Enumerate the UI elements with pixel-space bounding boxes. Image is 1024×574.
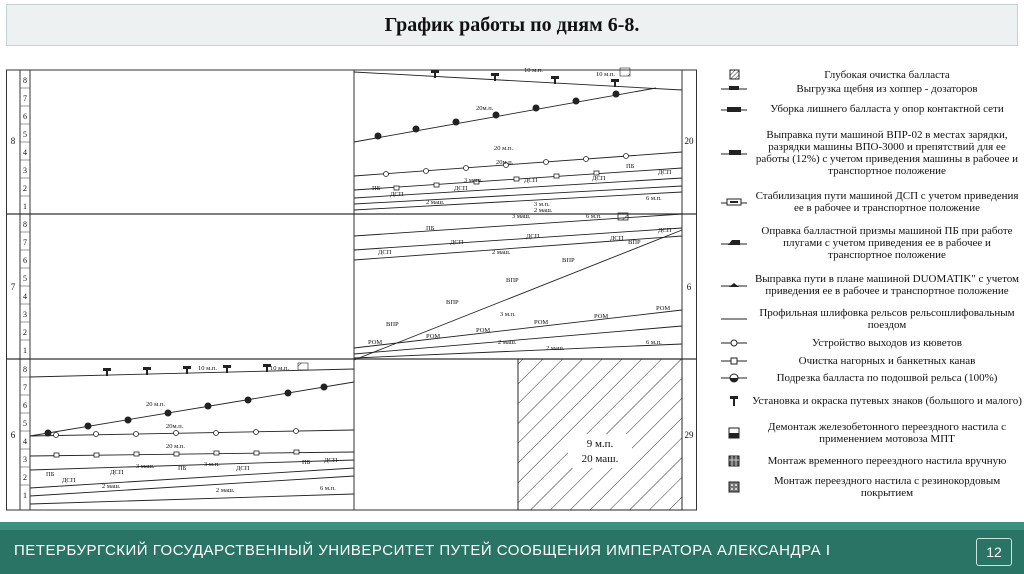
label-vpr: ВПР: [562, 257, 575, 264]
label-dsp: ДСП: [658, 169, 672, 176]
schedule-svg: [6, 64, 706, 514]
row-label: 6: [23, 256, 27, 265]
day-label-right: 6: [686, 282, 692, 292]
day-label-right: 20: [684, 136, 694, 146]
row-label: 2: [23, 184, 27, 193]
label-6mp: 6 м.п.: [646, 195, 662, 202]
label-pb: ПБ: [626, 163, 635, 170]
legend-item: Стабилизация пути машиной ДСП с учетом приведения ее в рабочее и транспортное положение: [716, 184, 1022, 220]
label-6mp: 6 м.п.: [320, 485, 336, 492]
label-10mp: 10 м.п.: [198, 365, 217, 372]
slide-title: График работы по дням 6-8.: [384, 13, 640, 36]
label-2sh: 2 маш.: [534, 207, 553, 214]
row-label: 4: [23, 292, 27, 301]
dots-square-icon: [719, 481, 749, 493]
legend-item: Подрезка балласта по подошвой рельса (100%): [716, 371, 1022, 385]
label-20mp: 20м.п.: [166, 423, 184, 430]
day-label-right: 29: [684, 430, 694, 440]
legend-item: Установка и окраска путевых знаков (большого и малого): [716, 388, 1022, 414]
row-label: 7: [23, 238, 27, 247]
legend-item: Монтаж временного переездного настила вручную: [716, 448, 1022, 474]
window-mp: 9 м.п.: [586, 438, 614, 450]
row-label: 8: [23, 76, 27, 85]
label-6mp: 6 м.п.: [646, 339, 662, 346]
label-6mp: 6 м.п.: [586, 213, 602, 220]
day-label-left: 7: [10, 282, 16, 292]
hopper-line-icon: [719, 83, 749, 95]
page-number: 12: [976, 538, 1012, 566]
bar-line-icon: [719, 103, 749, 115]
row-label: 4: [23, 437, 27, 446]
label-vpr: ВПР: [446, 299, 459, 306]
label-dsp: ДСП: [526, 233, 540, 240]
label-rom: РОМ: [426, 333, 441, 340]
legend-item: Демонтаж железобетонного переездного настила с применением мотовоза МПТ: [716, 420, 1022, 446]
row-label: 4: [23, 148, 27, 157]
legend: [716, 64, 1022, 510]
label-3mp: 3 м.п.: [534, 201, 550, 208]
label-2sh: 2 маш.: [216, 487, 235, 494]
university-name: ПЕТЕРБУРГСКИЙ ГОСУДАРСТВЕННЫЙ УНИВЕРСИТЕТ ПУТЕЙ СООБЩЕНИЯ ИМПЕРАТОРА АЛЕКСАНДРА I: [14, 542, 831, 559]
label-pb: ПБ: [178, 465, 187, 472]
row-label: 6: [23, 112, 27, 121]
label-dsp: ДСП: [110, 469, 124, 476]
label-rom: РОМ: [534, 319, 549, 326]
label-dsp: ДСП: [390, 191, 404, 198]
filled-square-icon: [719, 427, 749, 439]
label-vpr: ВПР: [628, 239, 641, 246]
legend-item: Очистка нагорных и банкетных канав: [716, 354, 1022, 368]
day-label-left: 6: [10, 430, 16, 440]
label-20mp: 20 м.п.: [166, 443, 185, 450]
day-label-left: 8: [10, 136, 16, 146]
label-dsp: ДСП: [450, 239, 464, 246]
row-label: 1: [23, 491, 27, 500]
half-circle-line-icon: [719, 372, 749, 384]
label-dsp: ДСП: [378, 249, 392, 256]
label-10mp: 10 м.п.: [270, 365, 289, 372]
label-rom: РОМ: [594, 313, 609, 320]
legend-item: Профильная шлифовка рельсов рельсошлифовальным поездом: [716, 306, 1022, 332]
title-bar: [6, 4, 1018, 46]
row-label: 8: [23, 365, 27, 374]
legend-item: Выгрузка щебня из хоппер - дозаторов: [716, 82, 1022, 96]
label-dsp: ДСП: [610, 235, 624, 242]
grid-square-icon: [719, 455, 749, 467]
label-dsp: ДСП: [592, 175, 606, 182]
label-dsp: ДСП: [62, 477, 76, 484]
label-2sh: 2 маш.: [498, 339, 517, 346]
row-label: 2: [23, 473, 27, 482]
legend-item: Устройство выходов из кюветов: [716, 336, 1022, 350]
row-label: 5: [23, 274, 27, 283]
label-3mp: 3 м.п.: [204, 461, 220, 468]
row-label: 5: [23, 419, 27, 428]
label-3sh: 3 маш.: [512, 213, 531, 220]
label-rom: РОМ: [368, 339, 383, 346]
open-circle-line-icon: [719, 337, 749, 349]
plain-line-icon: [719, 313, 749, 325]
label-3sh: 3 маш.: [136, 463, 155, 470]
legend-item: Уборка лишнего балласта у опор контактной сети: [716, 96, 1022, 122]
row-label: 8: [23, 220, 27, 229]
footer-strip: [0, 522, 1024, 530]
label-10mp: 10 м.п.: [596, 71, 615, 78]
row-label: 3: [23, 310, 27, 319]
label-dsp: ДСП: [324, 457, 338, 464]
label-3mp: 3 м.п.: [500, 311, 516, 318]
footer: [0, 530, 1024, 574]
square-line-icon: [719, 355, 749, 367]
row-label: 1: [23, 202, 27, 211]
label-dsp: ДСП: [658, 227, 672, 234]
label-rom: РОМ: [476, 327, 491, 334]
label-vpr: ВПР: [506, 277, 519, 284]
hatch-square-icon: [719, 69, 749, 81]
legend-item: Выправка пути машиной ВПР-02 в местах зарядки, разрядки машины ВПО-3000 и препятствий для ее работы (12%) с учетом приведения машины в рабочее и транспортное положение: [716, 122, 1022, 184]
sign-icon: [719, 395, 749, 407]
label-pb: ПБ: [46, 471, 55, 478]
row-label: 6: [23, 401, 27, 410]
label-10mp: 10 м.п.: [524, 67, 543, 74]
row-label: 3: [23, 455, 27, 464]
label-2sh: 2 маш.: [492, 249, 511, 256]
label-vpr: ВПР: [386, 321, 399, 328]
row-label: 7: [23, 383, 27, 392]
label-3sh: 3 маш.: [464, 177, 483, 184]
row-label: 3: [23, 166, 27, 175]
label-20mp: 20м.п.: [496, 159, 514, 166]
label-rom: РОМ: [656, 305, 671, 312]
legend-item: Глубокая очистка балласта: [716, 68, 1022, 82]
label-20mp: 20м.п.: [476, 105, 494, 112]
label-2sh: 2 маш.: [546, 345, 565, 352]
schedule-chart: [6, 64, 706, 519]
label-dsp: ДСП: [236, 465, 250, 472]
label-dsp: ДСП: [454, 185, 468, 192]
legend-item: Монтаж переездного настила с резинокордовым покрытием: [716, 474, 1022, 500]
duomatik-line-icon: [719, 279, 749, 291]
row-label: 7: [23, 94, 27, 103]
dsp-line-icon: [719, 196, 749, 208]
pb-line-icon: [719, 237, 749, 249]
label-2sh: 2 маш.: [102, 483, 121, 490]
row-label: 5: [23, 130, 27, 139]
label-20mp: 20 м.п.: [494, 145, 513, 152]
legend-item: Оправка балластной призмы машиной ПБ при работе плугами с учетом приведения ее в рабочее и транспортное положение: [716, 224, 1022, 262]
label-pb: ПБ: [302, 459, 311, 466]
legend-item: Выправка пути в плане машиной DUOMATIK" с учетом приведения ее в рабочее и транспортное положение: [716, 266, 1022, 304]
label-pb: ПБ: [372, 185, 381, 192]
label-20mp: 20 м.п.: [146, 401, 165, 408]
row-label: 2: [23, 328, 27, 337]
vpr-line-icon: [719, 147, 749, 159]
window-sh: 20 маш.: [581, 453, 619, 465]
label-dsp: ДСП: [524, 177, 538, 184]
label-2sh: 2 маш.: [426, 199, 445, 206]
row-label: 1: [23, 346, 27, 355]
label-pb: ПБ: [426, 225, 435, 232]
